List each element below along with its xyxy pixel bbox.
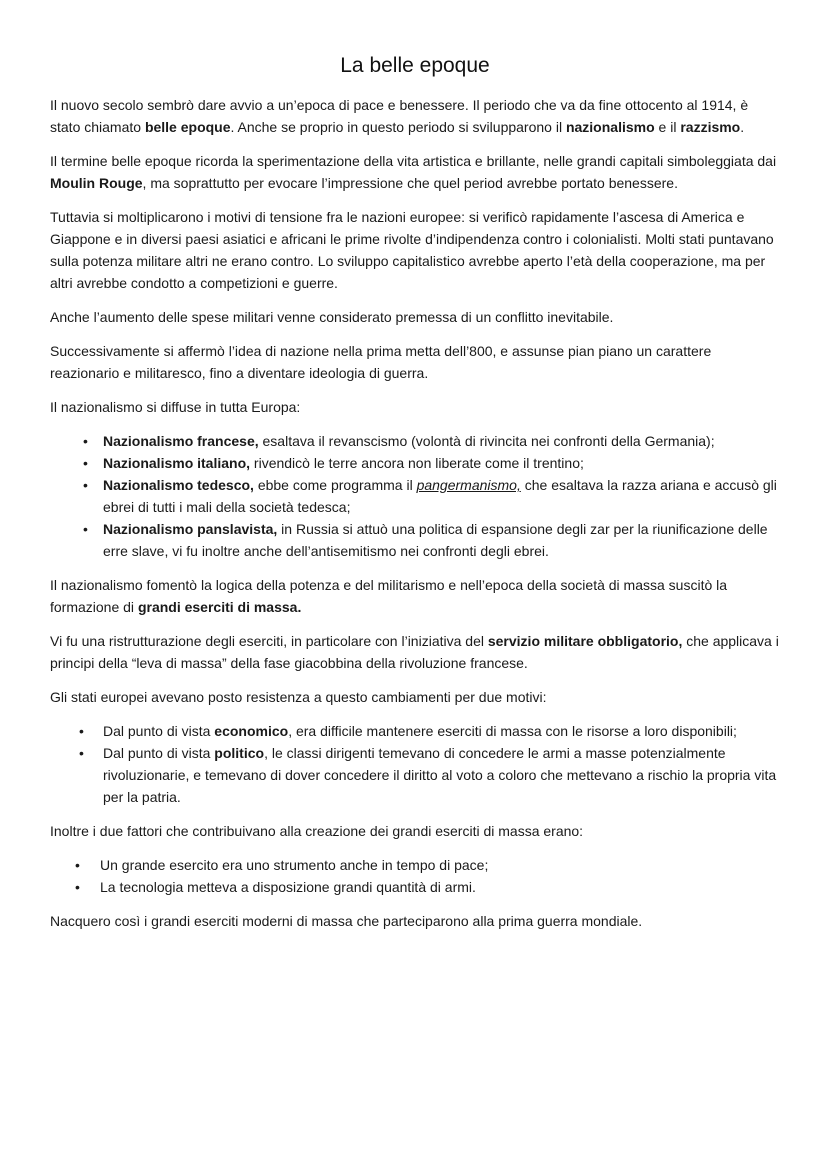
text-span: Un grande esercito era uno strumento anche in tempo di pace; <box>100 857 489 873</box>
bullet-icon: • <box>83 477 88 493</box>
list-item <box>50 742 780 808</box>
list-item <box>50 452 780 474</box>
bold-term: Nazionalismo italiano, <box>103 455 251 471</box>
text-span: . Anche se proprio in questo periodo si svilupparono il <box>230 119 566 135</box>
paragraph-militarism <box>50 574 780 618</box>
bold-term: razzismo <box>680 119 741 135</box>
paragraph-term <box>50 150 780 194</box>
text-span: Il termine belle epoque ricorda la sperimentazione della vita artistica e brillante, nelle grandi capitali simboleggiata dai <box>50 153 777 169</box>
paragraph-nationalism-intro: Il nazionalismo si diffuse in tutta Europa: <box>50 399 301 415</box>
text-span: Dal punto di vista <box>103 745 215 761</box>
bullet-icon: • <box>75 857 80 873</box>
list-item <box>50 518 780 562</box>
bold-term: Nazionalismo panslavista, <box>103 521 278 537</box>
underlined-term: pangermanismo, <box>416 477 521 493</box>
page-title: La belle epoque <box>340 54 490 77</box>
bold-term: Nazionalismo francese, <box>103 433 259 449</box>
bold-term: belle epoque <box>144 119 231 135</box>
list-item <box>50 430 780 452</box>
bold-term: nazionalismo <box>565 119 655 135</box>
list-item <box>50 876 780 898</box>
motives-list <box>50 720 780 808</box>
text-span: , ma soprattutto per evocare l’impressione che quel period avrebbe portato benessere. <box>142 175 678 191</box>
text-span: Dal punto di vista <box>103 723 215 739</box>
text-span: ebbe come programma il <box>253 477 417 493</box>
bullet-icon: • <box>79 745 84 761</box>
nationalism-list <box>50 430 780 562</box>
text-span: Il nazionalismo fomentò la logica della potenza e del militarismo e nell’epoca della società di massa suscitò la formazione di <box>50 577 728 615</box>
bold-term: Moulin Rouge <box>50 175 143 191</box>
paragraph-resistance: Gli stati europei avevano posto resistenza a questo cambiamenti per due motivi: <box>50 689 547 705</box>
text-span: . <box>740 119 745 135</box>
bullet-icon: • <box>75 879 80 895</box>
document-page <box>50 52 780 944</box>
list-item <box>50 854 780 876</box>
bold-term: politico <box>214 745 265 761</box>
text-span: esaltava il revanscismo (volontà di rivincita nei confronti della Germania); <box>258 433 715 449</box>
text-span: e il <box>654 119 681 135</box>
text-span: La tecnologia metteva a disposizione grandi quantità di armi. <box>100 879 476 895</box>
factors-list <box>50 854 780 898</box>
paragraph-tensions: Tuttavia si moltiplicarono i motivi di tensione fra le nazioni europee: si verificò rapidamente l’ascesa di America e Giappone e in diversi paesi asiatici e africani le prime rivolte d’indipendenza contro i colonialisti. Molti stati puntavano sulla potenza militare altri ne erano contro. Lo sviluppo capitalistico avrebbe aperto l’età della cooperazione, ma per altri avrebbe condotto a competizioni e guerre. <box>50 209 774 291</box>
paragraph-restructuring <box>50 630 780 674</box>
text-span: in Russia si attuò una politica di espansione degli zar per la riunificazione delle erre slave, vi fu inoltre anche dell’antisemitismo nei confronti degli ebrei. <box>103 521 768 559</box>
bullet-icon: • <box>83 433 88 449</box>
paragraph-nation-idea: Successivamente si affermò l’idea di nazione nella prima metta dell’800, e assunse pian piano un carattere reazionario e militaresco, fino a diventare ideologia di guerra. <box>50 343 712 381</box>
text-span: , le classi dirigenti temevano di concedere le armi a masse potenzialmente rivoluzionarie, e temevano di dover concedere il diritto al voto a coloro che mettevano a rischio la propria vita per la patria. <box>103 745 777 805</box>
list-item <box>50 720 780 742</box>
paragraph-intro <box>50 94 780 138</box>
bullet-icon: • <box>83 455 88 471</box>
text-span: che esaltava la razza ariana e accusò gli ebrei di tutti i mali della società tedesca; <box>103 477 777 515</box>
text-span: Vi fu una ristrutturazione degli eserciti, in particolare con l’iniziativa del <box>50 633 488 649</box>
bold-term: Nazionalismo tedesco, <box>103 477 254 493</box>
paragraph-conclusion: Nacquero così i grandi eserciti moderni di massa che parteciparono alla prima guerra mondiale. <box>50 913 643 929</box>
bullet-icon: • <box>79 723 84 739</box>
text-span: , era difficile mantenere eserciti di massa con le risorse a loro disponibili; <box>288 723 737 739</box>
bold-term: servizio militare obbligatorio, <box>487 633 683 649</box>
paragraph-military-spending: Anche l’aumento delle spese militari venne considerato premessa di un conflitto inevitabile. <box>50 309 614 325</box>
paragraph-factors: Inoltre i due fattori che contribuivano alla creazione dei grandi eserciti di massa erano: <box>50 823 584 839</box>
text-span: che applicava i principi della “leva di massa” della fase giacobbina della rivoluzione francese. <box>50 633 779 671</box>
bold-term: economico <box>214 723 289 739</box>
text-span: Il nuovo secolo sembrò dare avvio a un’epoca di pace e benessere. Il periodo che va da fine ottocento al 1914, è stato chiamato <box>50 97 749 135</box>
bullet-icon: • <box>83 521 88 537</box>
bold-term: grandi eserciti di massa. <box>137 599 302 615</box>
list-item <box>50 474 780 518</box>
text-span: rivendicò le terre ancora non liberate come il trentino; <box>250 455 584 471</box>
